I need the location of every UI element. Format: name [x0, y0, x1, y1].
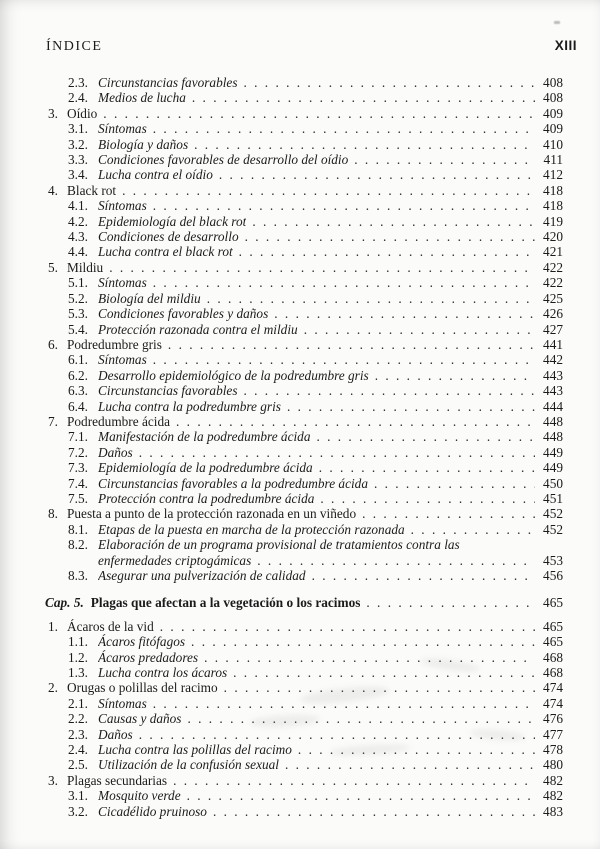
dot-leader	[154, 619, 535, 634]
toc-entry-label: Lucha contra los ácaros	[98, 665, 228, 681]
dot-leader	[227, 665, 535, 680]
toc-entry-number: 2.4.	[68, 742, 88, 758]
toc-entry-page: 425	[543, 290, 563, 306]
toc-entry-number: 5.	[48, 259, 58, 275]
dot-leader	[251, 553, 535, 568]
toc-entry-label: Daños	[98, 726, 133, 742]
toc-entry-label: Utilización de la confusión sexual	[98, 757, 279, 773]
toc-entry-label: Medios de lucha	[98, 90, 186, 106]
toc-entry-number: 1.2.	[68, 649, 88, 665]
toc-entry-label: Síntomas	[98, 198, 147, 214]
toc-entry-page: 465	[543, 595, 563, 611]
dot-leader	[116, 183, 535, 198]
toc-entry-page: 444	[543, 398, 563, 414]
dot-leader	[348, 152, 535, 167]
toc-entry-number: 8.2.	[68, 537, 88, 553]
dot-leader	[186, 90, 535, 105]
toc-entry-page: 408	[543, 75, 563, 90]
dot-leader	[246, 214, 535, 229]
toc-entry-label: Etapas de la puesta en marcha de la protección razonada	[98, 521, 405, 537]
toc-entry	[0, 711, 563, 726]
toc-entry-number: 3.1.	[68, 788, 88, 804]
dot-leader	[233, 244, 535, 259]
toc-entry	[0, 429, 563, 444]
dot-leader	[170, 414, 535, 429]
toc-entry	[0, 322, 563, 337]
toc-entry-page: 450	[543, 475, 563, 491]
toc-entry-number: 2.2.	[68, 711, 88, 727]
toc-entry-label: enfermedades criptogámicas	[98, 552, 252, 568]
toc-entry-label: Lucha contra el black rot	[98, 244, 233, 260]
toc-entry-label: Síntomas	[98, 352, 147, 368]
toc-entry-number: 8.1.	[68, 521, 88, 537]
dot-leader	[213, 167, 535, 182]
toc-entry-page: 448	[543, 429, 563, 445]
toc-entry-label: Black rot	[67, 182, 117, 198]
toc-entry-number: 3.2.	[68, 136, 88, 152]
toc-entry-label: Biología del mildiu	[98, 290, 201, 306]
toc-entry-label: Ácaros fitófagos	[98, 634, 186, 650]
toc-entry	[0, 476, 563, 491]
toc-entry-page: 422	[543, 275, 563, 291]
toc-entry-number: 4.1.	[68, 198, 88, 214]
toc-entry-page: 443	[543, 383, 563, 399]
toc-entry-page: 408	[543, 90, 563, 106]
toc-entry	[0, 619, 563, 634]
dot-leader	[103, 260, 535, 275]
dot-leader	[181, 788, 535, 803]
toc-entry-label: Orugas o polillas del racimo	[67, 680, 218, 696]
dot-leader	[268, 306, 535, 321]
toc-entry-label: Desarrollo epidemiológico de la podredumbre gris	[98, 367, 369, 383]
dot-leader	[201, 291, 535, 306]
dot-leader	[369, 368, 535, 383]
toc-entry-label: Cicadélido pruinoso	[98, 803, 207, 819]
toc-entry	[0, 414, 563, 429]
toc-entry	[0, 522, 563, 537]
toc-entry	[0, 537, 563, 552]
toc-entry-page: 468	[543, 665, 563, 681]
dot-leader	[185, 634, 535, 649]
toc-entry-number: 7.4.	[68, 475, 88, 491]
toc-entry-label: Circunstancias favorables	[98, 383, 238, 399]
toc-entry-label: Circunstancias favorables a la podredumbre ácida	[98, 475, 368, 491]
toc-entry	[0, 368, 563, 383]
toc-entry-page: 452	[543, 506, 563, 522]
dot-leader	[279, 757, 535, 772]
toc-entry-page: 456	[543, 568, 563, 583]
toc-entry-page: 449	[543, 444, 563, 460]
toc-entry	[0, 742, 563, 757]
toc-entry-page: 465	[543, 618, 563, 634]
toc-entry-page: 418	[543, 182, 563, 198]
toc-entry-number: 5.3.	[68, 306, 88, 322]
toc-entry-page: 421	[543, 244, 563, 260]
toc-entry-label: Condiciones favorables de desarrollo del oídio	[98, 152, 349, 168]
toc-entry	[0, 696, 563, 711]
scan-artifact	[554, 21, 560, 24]
toc-entry-page: 451	[543, 490, 563, 506]
toc-entry-number: 3.1.	[68, 121, 88, 137]
toc-entry	[0, 773, 563, 788]
toc-entry	[0, 445, 563, 460]
toc-entry-number: 7.3.	[68, 460, 88, 476]
toc-entry-label: Plagas secundarias	[67, 772, 168, 788]
dot-leader	[147, 275, 535, 290]
dot-leader	[133, 727, 535, 742]
toc-entry	[0, 152, 563, 167]
page-header	[46, 38, 577, 55]
toc-entry-number: 2.3.	[68, 75, 88, 90]
toc-entry-number: 5.2.	[68, 290, 88, 306]
toc-entry-label: Podredumbre ácida	[67, 413, 171, 429]
toc-entry-number: 5.1.	[68, 275, 88, 291]
dot-leader	[314, 491, 535, 506]
toc-entry	[0, 337, 563, 352]
dot-leader	[238, 383, 536, 398]
toc-entry-page: 452	[543, 521, 563, 537]
toc-entry-label: Protección contra la podredumbre ácida	[98, 490, 315, 506]
toc-entry	[0, 727, 563, 742]
toc-entry-label: Puesta a punto de la protección razonada en un viñedo	[67, 506, 357, 522]
toc-entry-page: 453	[543, 552, 563, 568]
toc-entry	[0, 804, 563, 819]
running-title: ÍNDICE	[46, 39, 103, 54]
toc-entry-page: 465	[543, 634, 563, 650]
dot-leader	[360, 595, 535, 610]
dot-leader	[405, 522, 535, 537]
toc-entry	[0, 568, 563, 583]
toc-entry	[0, 167, 563, 182]
toc-entry-label: Circunstancias favorables	[98, 75, 238, 90]
dot-leader	[298, 322, 535, 337]
toc-entry	[0, 491, 563, 506]
toc-entry-label: Ácaros de la vid	[67, 618, 154, 634]
toc-entry	[0, 757, 563, 772]
toc-entry-label: Asegurar una pulverización de calidad	[98, 568, 306, 583]
toc-entry-label: Podredumbre gris	[67, 336, 162, 352]
toc-entry-page: 474	[543, 680, 563, 696]
toc-entry	[0, 260, 563, 275]
toc-entry	[0, 244, 563, 259]
toc-entry-label: Síntomas	[98, 275, 147, 291]
dot-leader	[306, 568, 535, 583]
dot-leader	[147, 696, 535, 711]
toc-entry-page: 409	[543, 105, 563, 121]
dot-leader	[281, 399, 535, 414]
dot-leader	[167, 773, 535, 788]
toc-entry-label: Lucha contra la podredumbre gris	[98, 398, 281, 414]
toc-entry	[0, 75, 563, 90]
toc-entry-page: 477	[543, 726, 563, 742]
dot-leader	[198, 650, 535, 665]
toc-entry	[0, 106, 563, 121]
toc-list	[0, 75, 600, 819]
toc-entry-number: 6.4.	[68, 398, 88, 414]
toc-entry-label: Condiciones de desarrollo	[98, 229, 239, 245]
toc-entry-page: 468	[543, 649, 563, 665]
toc-entry-label: Elaboración de un programa provisional de tratamientos contra las	[98, 537, 460, 553]
toc-entry-number: 1.1.	[68, 634, 88, 650]
toc-entry-label: Biología y daños	[98, 136, 189, 152]
toc-entry-number: Cap. 5.	[45, 595, 84, 611]
toc-entry-number: 7.2.	[68, 444, 88, 460]
toc-entry-label: Protección razonada contra el mildiu	[98, 321, 298, 337]
dot-leader	[313, 460, 535, 475]
toc-entry-number: 2.1.	[68, 695, 88, 711]
toc-entry	[0, 137, 563, 152]
toc-entry-page: 483	[543, 803, 563, 819]
toc-entry-label: Lucha contra las polillas del racimo	[98, 742, 292, 758]
toc-entry-number: 7.	[48, 413, 58, 429]
dot-leader	[181, 711, 535, 726]
toc-entry-number: 6.	[48, 336, 58, 352]
dot-leader	[133, 445, 535, 460]
toc-entry-page: 478	[543, 742, 563, 758]
toc-entry-number: 7.1.	[68, 429, 88, 445]
toc-entry-page: 476	[543, 711, 563, 727]
dot-leader	[310, 429, 535, 444]
toc-entry-label: Daños	[98, 444, 133, 460]
dot-leader	[218, 680, 535, 695]
toc-entry-page: 442	[543, 352, 563, 368]
toc-entry	[0, 306, 563, 321]
toc-entry-number: 3.4.	[68, 167, 88, 183]
toc-entry-label: Condiciones favorables y daños	[98, 306, 269, 322]
dot-leader	[147, 198, 535, 213]
dot-leader	[97, 106, 535, 121]
toc-entry-page: 426	[543, 306, 563, 322]
toc-entry-page: 441	[543, 336, 563, 352]
toc-entry-page: 409	[543, 121, 563, 137]
toc-entry-number: 4.4.	[68, 244, 88, 260]
toc-entry-page: 422	[543, 259, 563, 275]
toc-entry-number: 1.3.	[68, 665, 88, 681]
toc-entry-page: 411	[543, 152, 563, 168]
toc-entry-number: 5.4.	[68, 321, 88, 337]
toc-entry-number: 3.	[48, 105, 58, 121]
toc-entry-number: 2.	[48, 680, 58, 696]
dot-leader	[239, 229, 535, 244]
toc-entry-page: 448	[543, 413, 563, 429]
toc-entry	[0, 553, 563, 568]
dot-leader	[147, 352, 535, 367]
toc-entry	[0, 399, 563, 414]
toc-entry-number: 2.5.	[68, 757, 88, 773]
toc-entry	[0, 291, 563, 306]
toc-entry	[0, 383, 563, 398]
toc-entry	[0, 183, 563, 198]
toc-entry	[0, 506, 563, 521]
toc-entry-label: Mosquito verde	[98, 788, 181, 804]
toc-entry-number: 4.	[48, 182, 58, 198]
toc-entry-number: 2.3.	[68, 726, 88, 742]
dot-leader	[356, 506, 535, 521]
dot-leader	[292, 742, 535, 757]
dot-leader	[207, 804, 535, 819]
toc-entry-label: Síntomas	[98, 695, 147, 711]
toc-entry-page: 482	[543, 772, 563, 788]
toc-entry-label: Causas y daños	[98, 711, 182, 727]
toc-entry-number: 3.2.	[68, 803, 88, 819]
toc-entry	[0, 634, 563, 649]
toc-entry-number: 4.2.	[68, 213, 88, 229]
toc-entry-page: 480	[543, 757, 563, 773]
toc-entry	[0, 229, 563, 244]
dot-leader	[188, 137, 535, 152]
toc-entry-label: Ácaros predadores	[98, 649, 199, 665]
dot-leader	[162, 337, 535, 352]
toc-entry-page: 449	[543, 460, 563, 476]
toc-entry-number: 2.4.	[68, 90, 88, 106]
toc-entry-number: 6.3.	[68, 383, 88, 399]
toc-entry-page: 474	[543, 695, 563, 711]
toc-entry	[0, 275, 563, 290]
toc-entry-label: Mildiu	[67, 259, 104, 275]
toc-entry-page: 412	[543, 167, 563, 183]
toc-entry-number: 6.2.	[68, 367, 88, 383]
toc-entry	[0, 90, 563, 105]
toc-entry-number: 8.	[48, 506, 58, 522]
toc-entry-number: 4.3.	[68, 229, 88, 245]
toc-entry	[0, 214, 563, 229]
toc-entry-page: 420	[543, 229, 563, 245]
toc-entry-label: Síntomas	[98, 121, 147, 137]
toc-entry-label: Oídio	[67, 105, 98, 121]
toc-entry-label: Manifestación de la podredumbre ácida	[98, 429, 311, 445]
toc-entry-number: 8.3.	[68, 568, 88, 583]
dot-leader	[238, 75, 536, 90]
toc-entry-page: 427	[543, 321, 563, 337]
toc-entry-page: 482	[543, 788, 563, 804]
toc-entry	[0, 650, 563, 665]
toc-entry-number: 7.5.	[68, 490, 88, 506]
toc-entry-label: Lucha contra el oídio	[98, 167, 213, 183]
toc-entry-label: Epidemiología de la podredumbre ácida	[98, 460, 313, 476]
toc-entry-number: 3.	[48, 772, 58, 788]
dot-leader	[368, 476, 535, 491]
toc-entry-page: 410	[543, 136, 563, 152]
toc-entry	[0, 121, 563, 136]
toc-entry	[0, 460, 563, 475]
folio-page-number: XIII	[554, 38, 577, 53]
toc-entry	[0, 665, 563, 680]
toc-entry-page: 443	[543, 367, 563, 383]
toc-entry-page: 419	[543, 213, 563, 229]
toc-entry	[0, 595, 563, 610]
toc-entry-number: 1.	[48, 618, 58, 634]
toc-entry-number: 3.3.	[68, 152, 88, 168]
toc-entry	[0, 680, 563, 695]
toc-entry-label: Epidemiología del black rot	[98, 213, 247, 229]
toc-entry	[0, 788, 563, 803]
dot-leader	[147, 121, 535, 136]
toc-entry	[0, 198, 563, 213]
toc-entry-number: 6.1.	[68, 352, 88, 368]
toc-entry	[0, 352, 563, 367]
toc-entry-label: Plagas que afectan a la vegetación o los racimos	[90, 595, 361, 611]
toc-entry-page: 418	[543, 198, 563, 214]
